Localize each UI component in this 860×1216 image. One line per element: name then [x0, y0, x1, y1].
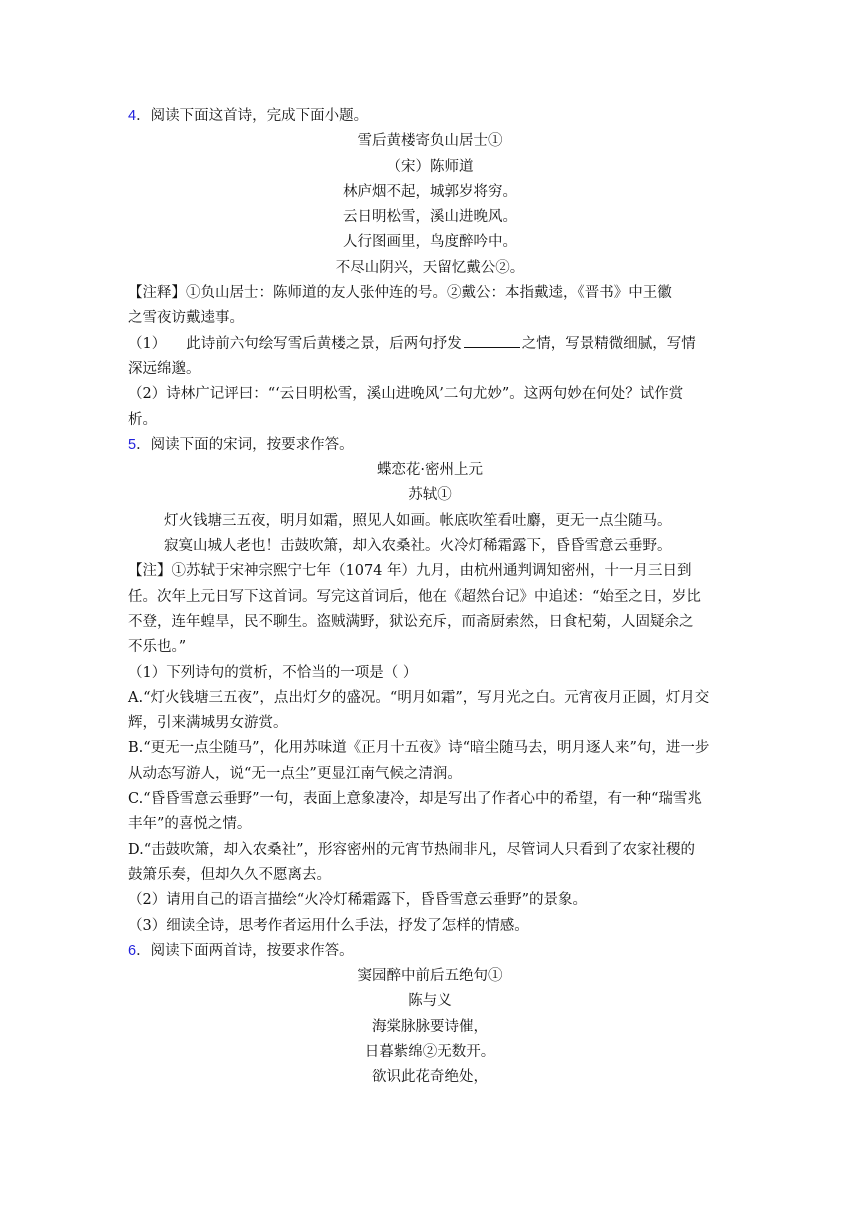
q5-option-a-cont: 辉，引来满城男女游赏。: [128, 715, 288, 732]
q5-option-b[interactable]: B.“更无一点尘随马”，化用苏味道《正月十五夜》诗“暗尘随马去，明月逐人来”句，进一步: [128, 740, 710, 757]
q4-number: 4: [128, 108, 137, 124]
q5-option-c-cont: 丰年”的喜悦之情。: [128, 816, 252, 833]
q5-option-d-cont: 鼓箫乐奏，但却久久不愿离去。: [128, 866, 331, 883]
q5-instruction: 5．阅读下面的宋词，按要求作答。: [128, 436, 354, 453]
q6-poem-title: 窦园醉中前后五绝句①: [357, 968, 503, 985]
q5-number: 5: [128, 436, 137, 453]
q5-poem-line: 灯火钱塘三五夜，明月如霜，照见人如画。帐底吹笙看吐麝，更无一点尘随马。: [164, 512, 672, 529]
q5-poem-title: 蝶恋花·密州上元: [376, 462, 484, 479]
q6-poem-line: 日暮紫绵②无数开。: [364, 1043, 496, 1060]
q5-note: 任。次年上元日写下这首词。写完这首词后，他在《超然台记》中追述：“始至之日，岁比: [128, 588, 701, 605]
q4-instruction: 4．阅读下面这首诗，完成下面小题。: [128, 108, 369, 124]
answer-blank[interactable]: [464, 333, 520, 348]
q4-poem-line: 人行图画里，鸟度醉吟中。: [343, 234, 517, 251]
q4-poem-line: 林庐烟不起，城郭岁将穷。: [343, 183, 517, 200]
q4-note: 之雪夜访戴逵事。: [128, 310, 244, 327]
q5-author: 苏轼①: [408, 487, 452, 504]
q4-sub1-cont: 深远绵邈。: [128, 360, 201, 377]
q5-option-c[interactable]: C.“昏昏雪意云垂野”一句，表面上意象凄冷，却是写出了作者心中的希望，有一种“瑞雪兆: [128, 791, 702, 808]
q5-sub1: （1）下列诗句的赏析，不恰当的一项是（ ）: [128, 664, 418, 681]
q5-option-a[interactable]: A.“灯火钱塘三五夜”，点出灯夕的盛况。“明月如霜”，写月光之白。元宵夜月正圆，灯月交: [128, 689, 710, 706]
question-content: [128, 104, 732, 1091]
q4-sub2-cont: 析。: [128, 411, 157, 428]
q5-option-d[interactable]: D.“击鼓吹箫，却入农桑社”，形容密州的元宵节热闹非凡，尽管词人只看到了农家社稷的: [128, 841, 696, 858]
q6-poem-line: 欲识此花奇绝处，: [372, 1069, 488, 1086]
q5-note: 不乐也。”: [128, 639, 187, 656]
q5-note: 不登，连年蝗旱，民不聊生。盗贼满野，狱讼充斥，而斋厨索然，日食杞菊，人固疑余之: [128, 613, 694, 630]
q5-note: 【注】①苏轼于宋神宗熙宁七年（1074 年）九月，由杭州通判调知密州，十一月三日到: [128, 563, 692, 580]
q4-sub2: （2）诗林广记评曰：“‘云日明松雪，溪山进晚风’二句尤妙”。这两句妙在何处？试作赏: [128, 386, 684, 403]
q5-poem-line: 寂寞山城人老也！击鼓吹箫，却入农桑社。火冷灯稀霜露下，昏昏雪意云垂野。: [164, 538, 672, 555]
q5-option-b-cont: 从动态写游人，说“无一点尘”更显江南气候之清润。: [128, 765, 462, 782]
q4-note: 【注释】①负山居士：陈师道的友人张仲连的号。②戴公：本指戴逵，《晋书》中王徽: [128, 285, 672, 302]
q6-author: 陈与义: [408, 993, 452, 1010]
q4-poem-line: 不尽山阴兴，天留忆戴公②。: [335, 259, 525, 276]
q6-number: 6: [128, 942, 137, 959]
q6-instruction: 6．阅读下面两首诗，按要求作答。: [128, 942, 354, 959]
q4-author: （宋）陈师道: [386, 158, 474, 175]
q6-poem-line: 海棠脉脉要诗催，: [372, 1018, 488, 1035]
q5-sub2: （2）请用自己的语言描绘“火冷灯稀霜露下，昏昏雪意云垂野”的景象。: [128, 892, 588, 909]
q4-poem-line: 云日明松雪，溪山进晚风。: [343, 209, 517, 226]
q5-sub3: （3）细读全诗，思考作者运用什么手法，抒发了怎样的情感。: [128, 917, 529, 934]
q4-poem-title: 雪后黄楼寄负山居士①: [357, 133, 503, 150]
q4-sub1: （1） 此诗前六句绘写雪后黄楼之景，后两句抒发 之情，写景精微细腻，写情: [128, 332, 732, 357]
